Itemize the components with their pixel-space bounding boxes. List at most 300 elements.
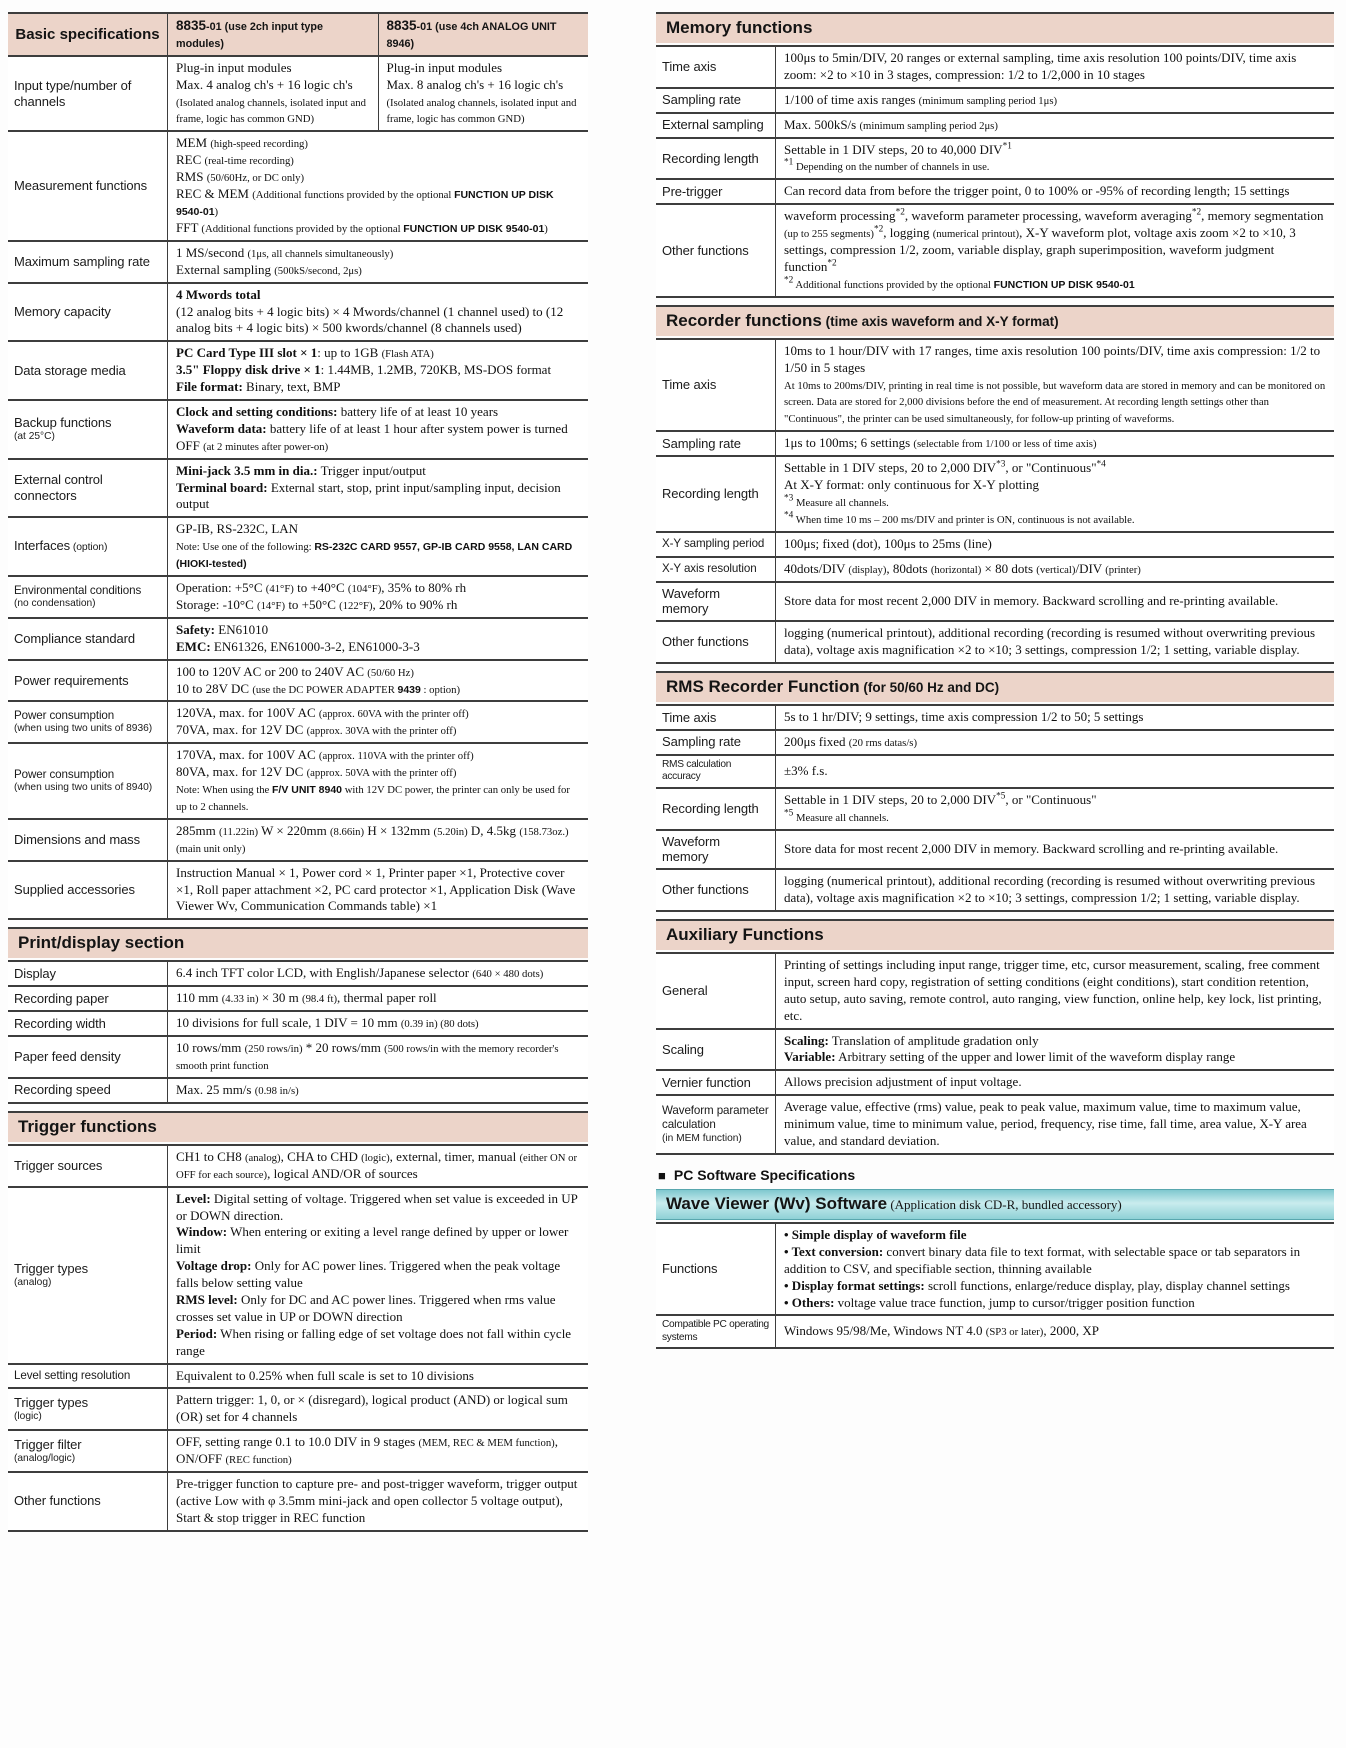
text-segment: External sampling (176, 261, 275, 277)
spec-label: External control connectors (14, 472, 103, 503)
spec-row (656, 787, 1334, 829)
spec-row (8, 575, 588, 617)
text-segment: /DIV (1075, 560, 1106, 576)
basic-specifications-table (8, 12, 588, 920)
spec-label: Paper feed density (14, 1049, 121, 1065)
recorder-functions-subtitle: (time axis waveform and X-Y format) (821, 313, 1059, 329)
text-segment: (selectable from 1/100 or less of time axis) (913, 438, 1097, 451)
spec-label: Vernier function (662, 1074, 751, 1090)
section-header-trigger-functions (8, 1111, 588, 1142)
spec-label-cell (8, 1146, 168, 1186)
spec-line (784, 477, 1326, 494)
text-segment: (REC function) (225, 1454, 292, 1467)
spec-row (8, 130, 588, 239)
spec-label-cell (8, 1431, 168, 1471)
text-segment: Windows 95/98/Me, Windows NT 4.0 (784, 1323, 986, 1339)
text-segment: D, 4.5kg (467, 822, 520, 838)
text-segment: , 20% to 90% rh (372, 596, 458, 612)
spec-line (176, 865, 580, 916)
spec-label-cell (8, 518, 168, 575)
text-segment: Plug-in input modules (386, 59, 503, 75)
text-segment: 1/100 of time axis ranges (784, 91, 919, 107)
spec-row (656, 531, 1334, 556)
spec-row (656, 1222, 1334, 1314)
text-segment: (real-time recording) (204, 155, 294, 168)
spec-label: Recording speed (14, 1082, 111, 1098)
text-segment: FFT (176, 219, 202, 235)
spec-row (656, 112, 1334, 137)
spec-label: Data storage media (14, 362, 126, 378)
column-header-8835-2ch (168, 14, 379, 55)
spec-row (656, 430, 1334, 455)
spec-line (176, 17, 370, 52)
text-segment: Depending on the number of channels in use. (793, 161, 990, 174)
text-segment: × 30 m (258, 990, 303, 1006)
rms-recorder-subtitle: (for 50/60 Hz and DC) (859, 680, 1000, 696)
text-segment: (either ON or OFF for each source) (176, 1151, 578, 1181)
text-segment: (Flash ATA) (381, 348, 434, 361)
spec-value-cell (168, 342, 588, 399)
spec-line (176, 60, 370, 77)
spec-value-cell (168, 1365, 588, 1388)
spec-label: Other functions (662, 882, 749, 898)
text-segment: Additional functions provided by the optional (793, 278, 994, 291)
text-segment: (20 rms datas/s) (848, 736, 918, 749)
text-segment: *3 (996, 459, 1006, 470)
spec-line (176, 965, 580, 982)
spec-label: X-Y axis resolution (662, 562, 757, 576)
spec-row (8, 399, 588, 458)
spec-line (176, 94, 370, 128)
text-segment: (1μs, all channels simultaneously) (247, 247, 394, 260)
text-segment: 100μs; fixed (dot), 100μs to 25ms (line) (784, 535, 992, 551)
spec-value-cell (776, 457, 1334, 531)
spec-row (8, 1387, 588, 1429)
section-header-wave-viewer (656, 1189, 1334, 1220)
spec-value-cell (168, 1473, 588, 1530)
text-segment: Window: (176, 1224, 228, 1240)
spec-row (8, 1035, 588, 1077)
spec-line (176, 1015, 580, 1032)
text-segment: to +50°C (285, 596, 340, 612)
spec-label-cell (656, 180, 776, 203)
text-segment: REC (176, 152, 205, 168)
spec-label: RMS calculation accuracy (662, 758, 732, 783)
spec-row (656, 203, 1334, 295)
text-segment: *1 (1002, 141, 1012, 152)
spec-row (656, 829, 1334, 869)
text-segment: Average value, effective (rms) value, peak to peak value, maximum value, time to maximum value, minimum value, time to minimum value, period, frequency, rise time, fall time, area value, X-Y area value, and standard deviation. (784, 1099, 1307, 1149)
text-segment: Max. 25 mm/s (176, 1081, 255, 1097)
text-segment: (horizontal) (930, 563, 982, 576)
spec-value-cell (776, 139, 1334, 179)
spec-label: Trigger filter (14, 1437, 82, 1453)
spec-value-cell (168, 1037, 588, 1077)
text-segment: Level: (176, 1190, 211, 1206)
spec-label-cell (8, 820, 168, 860)
text-segment: *1 (784, 158, 794, 169)
text-segment: 3.5" Floppy disk drive × 1 (176, 362, 321, 378)
spec-line (176, 220, 580, 237)
spec-label-suffix: (option) (70, 542, 108, 554)
spec-label: Time axis (662, 377, 717, 393)
spec-label: General (662, 982, 708, 998)
text-segment: to +40°C (293, 580, 348, 596)
text-segment: (approx. 50VA with the printer off) (306, 767, 457, 780)
text-segment: Digital setting of voltage. Triggered when set value is exceeded in UP or DOWN direction. (176, 1190, 578, 1223)
text-segment: Settable in 1 DIV steps, 20 to 2,000 DIV (784, 791, 997, 807)
spec-label-cell (656, 1071, 776, 1094)
text-segment: logging (numerical printout), additional recording (recording is resumed without overwriting previous data), voltage axis magnification ×2 to ×10; 3 settings, compression 1/2; 1 setting, variable display. (784, 873, 1316, 906)
spec-line (176, 1368, 580, 1385)
rms-recorder-title: RMS Recorder Function (666, 677, 860, 697)
spec-row (656, 455, 1334, 531)
spec-row (8, 1010, 588, 1035)
text-segment: Instruction Manual × 1, Power cord × 1, Printer paper ×1, Protective cover ×1, Roll paper attachment ×2, PC card protector ×1, Application Disk (Wave Viewer Wv, Communication Commands table) ×1 (176, 864, 576, 914)
text-segment: Pattern trigger: 1, 0, or × (disregard), logical product (AND) or logical sum (OR) set for 4 channels (176, 1392, 568, 1425)
trigger-functions-table (8, 1144, 588, 1532)
spec-label-cell (8, 987, 168, 1010)
spec-label: Other functions (662, 634, 749, 650)
text-segment: voltage value trace function, jump to cursor/trigger position function (834, 1294, 1195, 1310)
text-segment: • Simple display of waveform file (784, 1226, 967, 1242)
spec-label-cell (656, 954, 776, 1028)
spec-label-cell (8, 1188, 168, 1363)
print-display-title: Print/display section (18, 933, 185, 953)
text-segment: 9439 (397, 683, 421, 696)
text-segment: Printing of settings including input range, trigger time, etc, cursor measurement, scaling, free comment input, screen hard copy, registration of setting conditions (eight conditions), start condition retention, auto setup, auto saving, remote control, auto ranging, view function, online help, key lock, list printing, etc. (784, 957, 1322, 1023)
spec-line (176, 1040, 580, 1074)
spec-line (176, 362, 580, 379)
spec-label-cell (656, 622, 776, 662)
spec-label: Power consumption (14, 767, 115, 781)
spec-label: Compatible PC operating systems (662, 1319, 769, 1343)
text-segment: Max. 8 analog ch's + 16 logic ch's (386, 76, 564, 92)
spec-label-cell (8, 1079, 168, 1102)
spec-line (784, 536, 1326, 553)
spec-line (784, 1278, 1326, 1295)
spec-value-cell (168, 284, 588, 341)
spec-line (176, 186, 580, 220)
spec-label-cell (656, 1316, 776, 1347)
text-segment: , 80dots (886, 560, 931, 576)
spec-line (176, 580, 580, 597)
text-segment: *3 (784, 493, 794, 504)
spec-row (8, 818, 588, 860)
text-segment: CH1 to CH8 (176, 1148, 245, 1164)
spec-row (8, 1077, 588, 1102)
text-segment: *2 (827, 258, 837, 269)
spec-label-note: (analog) (14, 1276, 52, 1288)
text-segment: Equivalent to 0.25% when full scale is set to 10 divisions (176, 1367, 474, 1383)
spec-line (784, 1049, 1326, 1066)
spec-value-cell (168, 1188, 588, 1363)
section-header-rms-recorder (656, 671, 1334, 702)
text-segment: Scaling: (784, 1032, 829, 1048)
spec-label-cell (656, 756, 776, 787)
spec-label: Backup functions (14, 415, 112, 431)
text-segment: FUNCTION UP DISK 9540-01 (403, 222, 545, 235)
text-segment: (display) (848, 563, 887, 576)
spec-value-cell (776, 47, 1334, 87)
spec-line (784, 117, 1326, 134)
text-segment: MEM (176, 135, 211, 151)
spec-line (784, 734, 1326, 751)
left-column (8, 12, 588, 1738)
spec-label-cell (656, 114, 776, 137)
spec-row (8, 1186, 588, 1363)
spec-line (784, 494, 1326, 511)
text-segment: , waveform parameter processing, waveform averaging (904, 208, 1192, 224)
spec-label-cell (656, 789, 776, 829)
text-segment: 10 to 28V DC (176, 680, 253, 696)
text-segment: 6.4 inch TFT color LCD, with English/Japanese selector (176, 965, 473, 981)
spec-label-note: (when using two units of 8936) (14, 723, 153, 735)
spec-label: Sampling rate (662, 92, 741, 108)
text-segment: (8.66in) (329, 825, 365, 838)
spec-line (176, 287, 580, 304)
spec-label-note: (when using two units of 8940) (14, 782, 153, 794)
text-segment: (0.98 in/s) (254, 1084, 299, 1097)
text-segment: , memory segmentation (1201, 208, 1324, 224)
text-segment: 120VA, max. for 100V AC (176, 705, 319, 721)
text-segment: • Others: (784, 1294, 835, 1310)
spec-row (656, 178, 1334, 203)
spec-row (656, 620, 1334, 662)
spec-label: Memory capacity (14, 304, 111, 320)
auxiliary-functions-table (656, 952, 1334, 1155)
text-segment: (Isolated analog channels, isolated input and frame, logic has common GND) (176, 96, 366, 126)
right-column (656, 12, 1334, 1738)
text-segment: (approx. 60VA with the printer off) (318, 708, 469, 721)
spec-value-cell (776, 1224, 1334, 1314)
spec-line (784, 511, 1326, 528)
spec-line (176, 379, 580, 396)
spec-value-cell (776, 831, 1334, 869)
text-segment: , thermal paper roll (337, 990, 437, 1006)
text-segment: Settable in 1 DIV steps, 20 to 40,000 DIV (784, 141, 1003, 157)
text-segment: *2 (895, 207, 905, 218)
spec-label-cell (8, 242, 168, 282)
spec-label: Input type/number of channels (14, 77, 132, 109)
spec-label-note: (at 25°C) (14, 431, 55, 443)
spec-row (8, 240, 588, 282)
spec-label: Power consumption (14, 709, 115, 723)
section-header-print-display (8, 927, 588, 958)
text-segment: logging (numerical printout), additional recording (recording is resumed without overwriting previous data), voltage axis magnification ×2 to ×10; 3 settings, compression 1/2; 1 setting, variable display. (784, 625, 1316, 658)
text-segment: 100 to 120V AC or 200 to 240V AC (176, 663, 368, 679)
spec-label: Environmental conditions (14, 583, 142, 597)
text-segment: *4 (1096, 459, 1106, 470)
spec-line (176, 823, 580, 857)
spec-label-cell (656, 831, 776, 869)
spec-row (656, 704, 1334, 729)
spec-line (784, 1244, 1326, 1278)
text-segment: 10 rows/mm (176, 1040, 245, 1056)
text-segment: Can record data from before the trigger point, 0 to 100% or -95% of recording length; 15 settings (784, 183, 1290, 199)
spec-line (176, 1326, 580, 1360)
spec-line (784, 1227, 1326, 1244)
text-segment: (12 analog bits + 4 logic bits) × 4 Mwords/channel (1 channel used) to (12 analog bits + 4 logic bits) × 500 kwords/channel (8 channels used) (176, 303, 564, 336)
spec-label-cell (8, 1389, 168, 1429)
text-segment: *2 (1191, 207, 1202, 218)
spec-label: Pre-trigger (662, 183, 723, 199)
text-segment: FUNCTION UP DISK 9540-01 (993, 278, 1135, 291)
spec-line (784, 158, 1326, 175)
text-segment: 70VA, max. for 12V DC (176, 722, 307, 738)
spec-line (176, 135, 580, 152)
text-segment: Voltage drop: (176, 1258, 252, 1274)
text-segment: Store data for most recent 2,000 DIV in memory. Backward scrolling and re-printing available. (784, 840, 1279, 856)
text-segment: 1 MS/second (176, 244, 248, 260)
spec-value-cell (776, 1316, 1334, 1347)
spec-line (176, 345, 580, 362)
spec-label-cell (8, 342, 168, 399)
spec-row (656, 1069, 1334, 1094)
text-segment: Variable: (784, 1049, 836, 1065)
text-segment: Settable in 1 DIV steps, 20 to 2,000 DIV (784, 460, 997, 476)
spec-label: Sampling rate (662, 734, 741, 750)
text-segment: 80VA, max. for 12V DC (176, 764, 307, 780)
spec-row (656, 137, 1334, 179)
text-segment: Terminal board: (176, 479, 268, 495)
text-segment: RMS level: (176, 1291, 238, 1307)
text-segment: battery life of at least 10 years (337, 403, 499, 419)
text-segment: Mini-jack 3.5 mm in dia.: (176, 462, 318, 478)
pc-software-heading-text: PC Software Specifications (673, 1166, 856, 1183)
spec-label: Compliance standard (14, 630, 135, 646)
text-segment: Max. 4 analog ch's + 16 logic ch's (176, 76, 353, 92)
spec-label: Trigger sources (14, 1157, 103, 1173)
spec-line (176, 1258, 580, 1292)
spec-row (656, 729, 1334, 754)
text-segment: * 20 rows/mm (302, 1040, 385, 1056)
wave-viewer-title: Wave Viewer (Wv) Software (666, 1193, 888, 1213)
spec-label-note: (in MEM function) (662, 1132, 742, 1144)
spec-label-cell (656, 139, 776, 179)
text-segment: (Additional functions provided by the optional (201, 222, 404, 235)
spec-value-cell (168, 57, 379, 131)
spec-label-cell (8, 862, 168, 919)
spec-value-cell (168, 661, 588, 701)
text-segment: (4.33 in) (221, 993, 259, 1006)
text-segment: Period: (176, 1325, 218, 1341)
text-segment: ) (544, 222, 548, 235)
square-bullet-icon: ■ (658, 1167, 666, 1183)
spec-row (656, 45, 1334, 87)
spec-label-cell (656, 457, 776, 531)
text-segment: 170VA, max. for 100V AC (176, 747, 319, 763)
spec-line (784, 561, 1326, 578)
text-segment: (analog) (244, 1151, 281, 1164)
spec-row (656, 1028, 1334, 1070)
spec-row (8, 985, 588, 1010)
text-segment: Max. 500kS/s (784, 116, 860, 132)
spec-value-cell (168, 1146, 588, 1186)
spec-line (784, 809, 1326, 826)
spec-line (176, 521, 580, 538)
spec-row (656, 754, 1334, 787)
spec-value-cell (168, 862, 588, 919)
text-segment: Trigger input/output (317, 462, 426, 478)
text-segment: , ON/OFF (176, 1434, 558, 1467)
text-segment: , external, timer, manual (389, 1148, 520, 1164)
text-segment: *5 (784, 808, 794, 819)
text-segment: OFF, setting range 0.1 to 10.0 DIV in 9 stages (176, 1434, 419, 1450)
text-segment: (at 2 minutes after power-on) (203, 440, 329, 453)
spec-line (176, 1082, 580, 1099)
text-segment: (high-speed recording) (210, 138, 308, 151)
spec-label: Time axis (662, 709, 717, 725)
spec-label: Interfaces (option) (14, 538, 108, 554)
spec-row (8, 340, 588, 399)
print-display-table (8, 960, 588, 1103)
spec-value-cell (168, 1431, 588, 1471)
text-segment: *2 (873, 224, 884, 235)
spec-value-cell (776, 756, 1334, 787)
spec-value-cell (776, 205, 1334, 295)
spec-label: Functions (662, 1261, 718, 1277)
spec-label-cell (8, 962, 168, 985)
spec-line (176, 152, 580, 169)
spec-line (176, 1149, 580, 1183)
text-segment: Storage: -10°C (176, 596, 258, 612)
text-segment: (approx. 30VA with the printer off) (306, 725, 457, 738)
spec-line (176, 421, 580, 455)
spec-label: Waveform memory (662, 585, 720, 617)
spec-line (176, 77, 370, 94)
spec-line (176, 538, 580, 572)
spec-value-cell (776, 89, 1334, 112)
text-segment: (Additional functions provided by the optional (252, 189, 455, 202)
text-segment: Only for AC power lines. Triggered when the peak voltage falls below setting value (176, 1258, 561, 1291)
text-segment: , or "Continuous" (1005, 791, 1097, 807)
text-segment: When rising or falling edge of set voltage does not fall within cycle range (176, 1325, 572, 1358)
text-segment: 4 Mwords total (176, 286, 261, 302)
spec-label-cell (656, 1030, 776, 1070)
text-segment: 285mm (176, 822, 219, 838)
spec-line (784, 1033, 1326, 1050)
spec-label-cell (656, 47, 776, 87)
spec-value-cell (168, 401, 588, 458)
spec-line (784, 435, 1326, 452)
spec-label-cell (8, 132, 168, 239)
spec-row (656, 556, 1334, 581)
text-segment: (14°F) (257, 599, 286, 612)
spec-line (387, 94, 581, 128)
spec-line (176, 1476, 580, 1527)
text-segment: , CHA to CHD (280, 1148, 362, 1164)
text-segment: 100μs to 5min/DIV, 20 ranges or external sampling, time axis resolution 100 points/DIV, time axis zoom: ×2 to ×10 in 3 stages, compression: 1/2 to 1/2,000 in 10 stages (784, 50, 1297, 82)
spec-line (176, 639, 580, 656)
spec-label-cell (656, 870, 776, 910)
spec-line (176, 1434, 580, 1468)
spec-value-cell (776, 558, 1334, 581)
text-segment: (98.4 ft) (302, 993, 338, 1006)
memory-functions-table (656, 45, 1334, 298)
spec-label-cell (8, 284, 168, 341)
spec-row (8, 860, 588, 919)
spec-label: Waveform parameter calculation (662, 1104, 769, 1132)
spec-label: Waveform memory (662, 833, 720, 865)
spec-label-note: (logic) (14, 1411, 42, 1423)
spec-line (784, 92, 1326, 109)
spec-line (176, 781, 580, 815)
spec-line (784, 1323, 1326, 1340)
text-segment: Plug-in input modules (176, 59, 292, 75)
spec-label-cell (656, 1224, 776, 1314)
text-segment: (MEM, REC & MEM function) (418, 1437, 555, 1450)
